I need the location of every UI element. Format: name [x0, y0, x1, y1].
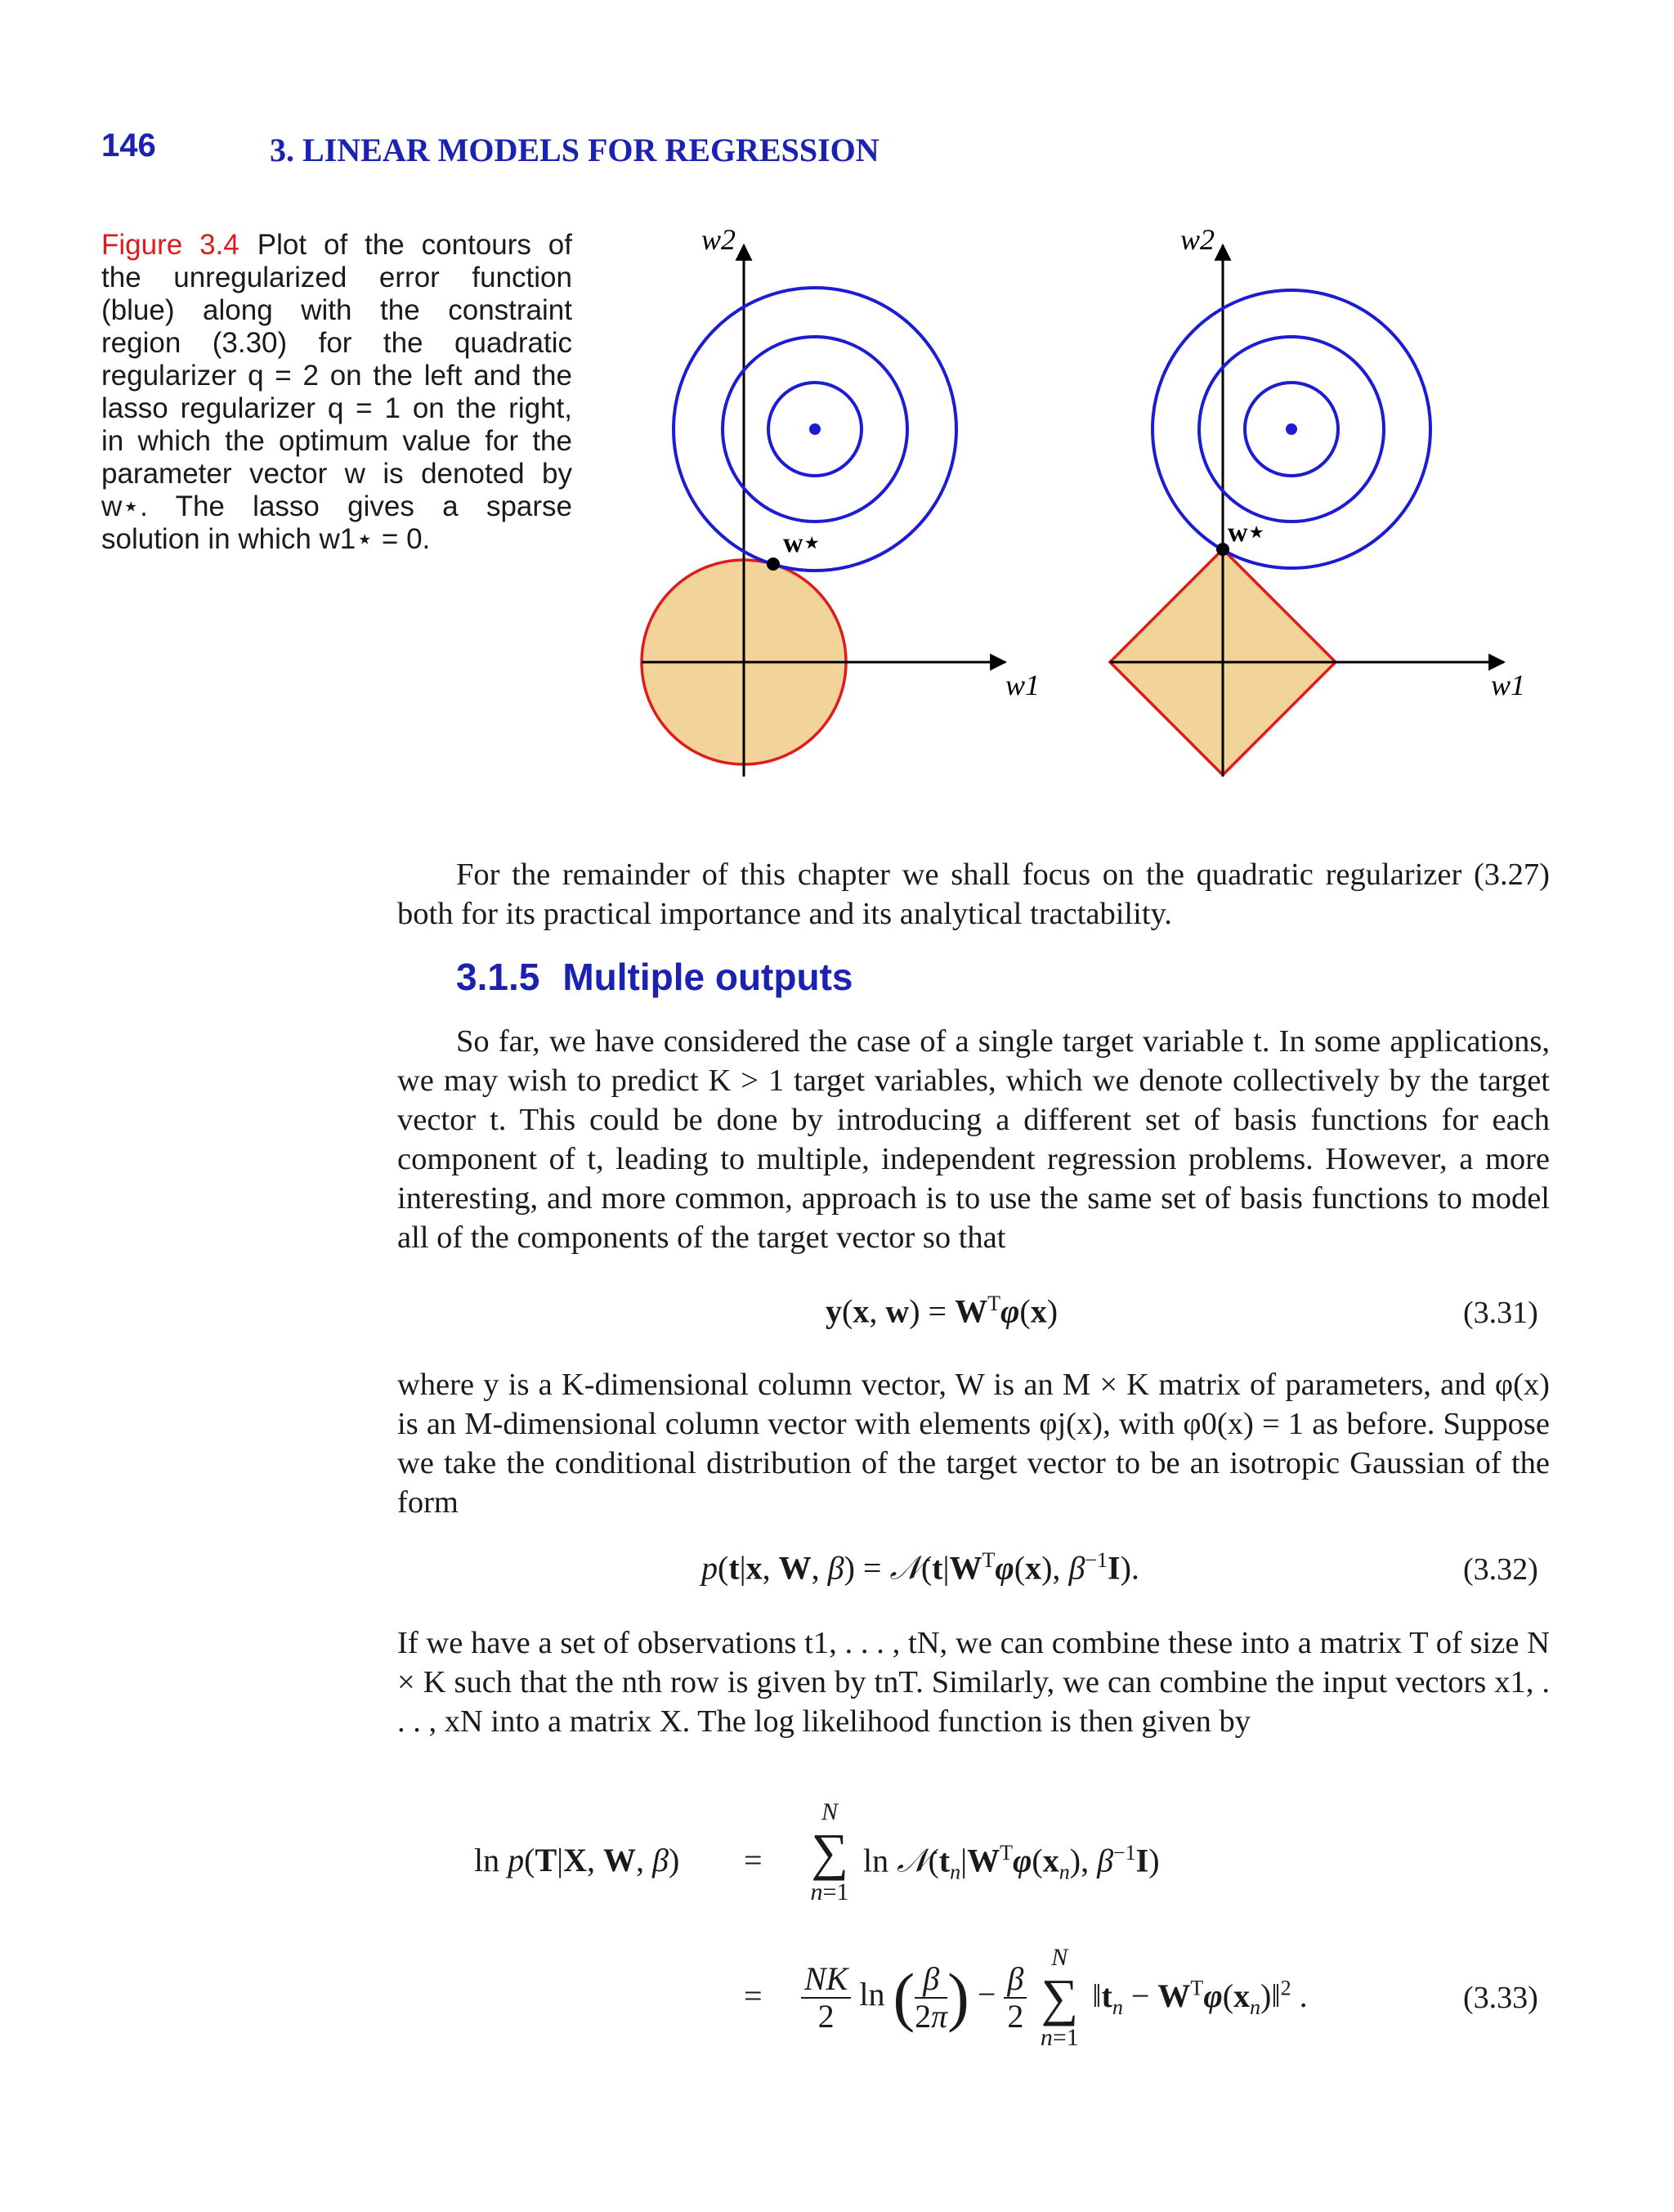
paragraph-3: where y is a K-dimensional column vector, W is an M × K matrix of parameters, and φ(x) is an M-dimensional column vector with elements φj(x), with φ0(x) = 1 as before. Suppose we take the conditional distribution of the target vector to be an isotropic Gaussian of the form	[397, 1368, 1550, 1520]
equation-number-3-31: (3.31)	[1463, 1296, 1538, 1330]
equation-3-33-lhs: ln p(T|X, W, β)	[474, 1842, 680, 1878]
running-title: 3. LINEAR MODELS FOR REGRESSION	[270, 132, 880, 168]
equation-3-32: p(t|x, W, $\beta) = 𝒩(t|W^T\varphi(x)$, $\beta^{-1}I$).	[701, 1548, 1139, 1587]
left-panel	[642, 223, 1040, 777]
equation-3-33-sum-1: N ∑ n=1	[810, 1798, 849, 1905]
equation-3-33-rhs-1: $\ln 𝒩(t_n|W^T\varphi(x_n)$, $\beta^{-1}I$)	[863, 1841, 1160, 1884]
contour-center-dot	[1286, 423, 1297, 435]
paragraph-1: For the remainder of this chapter we shall focus on the quadratic regularizer (3.27) both for its practical importance and its analytical tractability.	[397, 857, 1550, 931]
axis-x-label: w1	[1005, 669, 1041, 701]
section-title: Multiple outputs	[562, 956, 853, 998]
figure-label: Figure 3.4	[101, 229, 239, 261]
axis-y-label: w2	[701, 223, 736, 256]
contour-center-dot	[809, 423, 821, 435]
optimum-label: w⋆	[1228, 517, 1265, 548]
figure-3-4	[621, 221, 1569, 793]
equation-number-3-32: (3.32)	[1463, 1552, 1538, 1587]
optimum-point	[767, 557, 780, 571]
paragraph-4: If we have a set of observations t1, . . . , tN, we can combine these into a matrix T of size N × K such that the nth row is given by tnT. Similarly, we can combine the input vectors x1, . . . , xN into a matrix X. The log likelihood function is then given by	[397, 1626, 1550, 1739]
axis-y-label: w2	[1180, 223, 1215, 256]
optimum-label: w⋆	[783, 528, 821, 558]
equation-3-33-equals-1: =	[744, 1842, 763, 1878]
equation-3-33-rhs-2: $\frac{NK}{2}$ ln ( $\frac{\beta}{2\pi}$ ) − $\frac{\beta}{2}$ N ∑ n=1 $‖t_n$ − $W^T\varphi(x_n)‖^2$ .	[801, 1944, 1308, 2052]
equation-3-33-equals-2: =	[744, 1977, 763, 2014]
figure-caption	[101, 229, 572, 556]
paragraph-2: So far, we have considered the case of a single target variable t. In some applications, we may wish to predict K > 1 target variables, which we denote collectively by the target vector t. This could be done by introducing a different set of basis functions for each component of t, leading to multiple, independent regression problems. However, a more interesting, and more common, approach is to use the same set of basis functions to model all of the components of the target vector so that	[397, 1024, 1550, 1255]
section-heading	[456, 955, 853, 999]
equation-number-3-33: (3.33)	[1463, 1981, 1538, 2015]
equation-3-31: y(x, $w) = W^T\varphi(x)$	[826, 1292, 1059, 1330]
right-panel	[1110, 223, 1525, 777]
section-number: 3.1.5	[456, 956, 540, 998]
axis-x-label: w1	[1491, 669, 1526, 701]
figure-caption-text: Plot of the contours of the unregularized error function (blue) along with the constraint region (3.30) for the quadratic regularizer q = 2 on the left and the lasso regularizer q = 1 on the right, in which the optimum value for the parameter vector w is denoted by w⋆. The lasso gives a sparse solution in which w1⋆ = 0.	[101, 229, 572, 555]
page-number: 146	[101, 128, 156, 163]
